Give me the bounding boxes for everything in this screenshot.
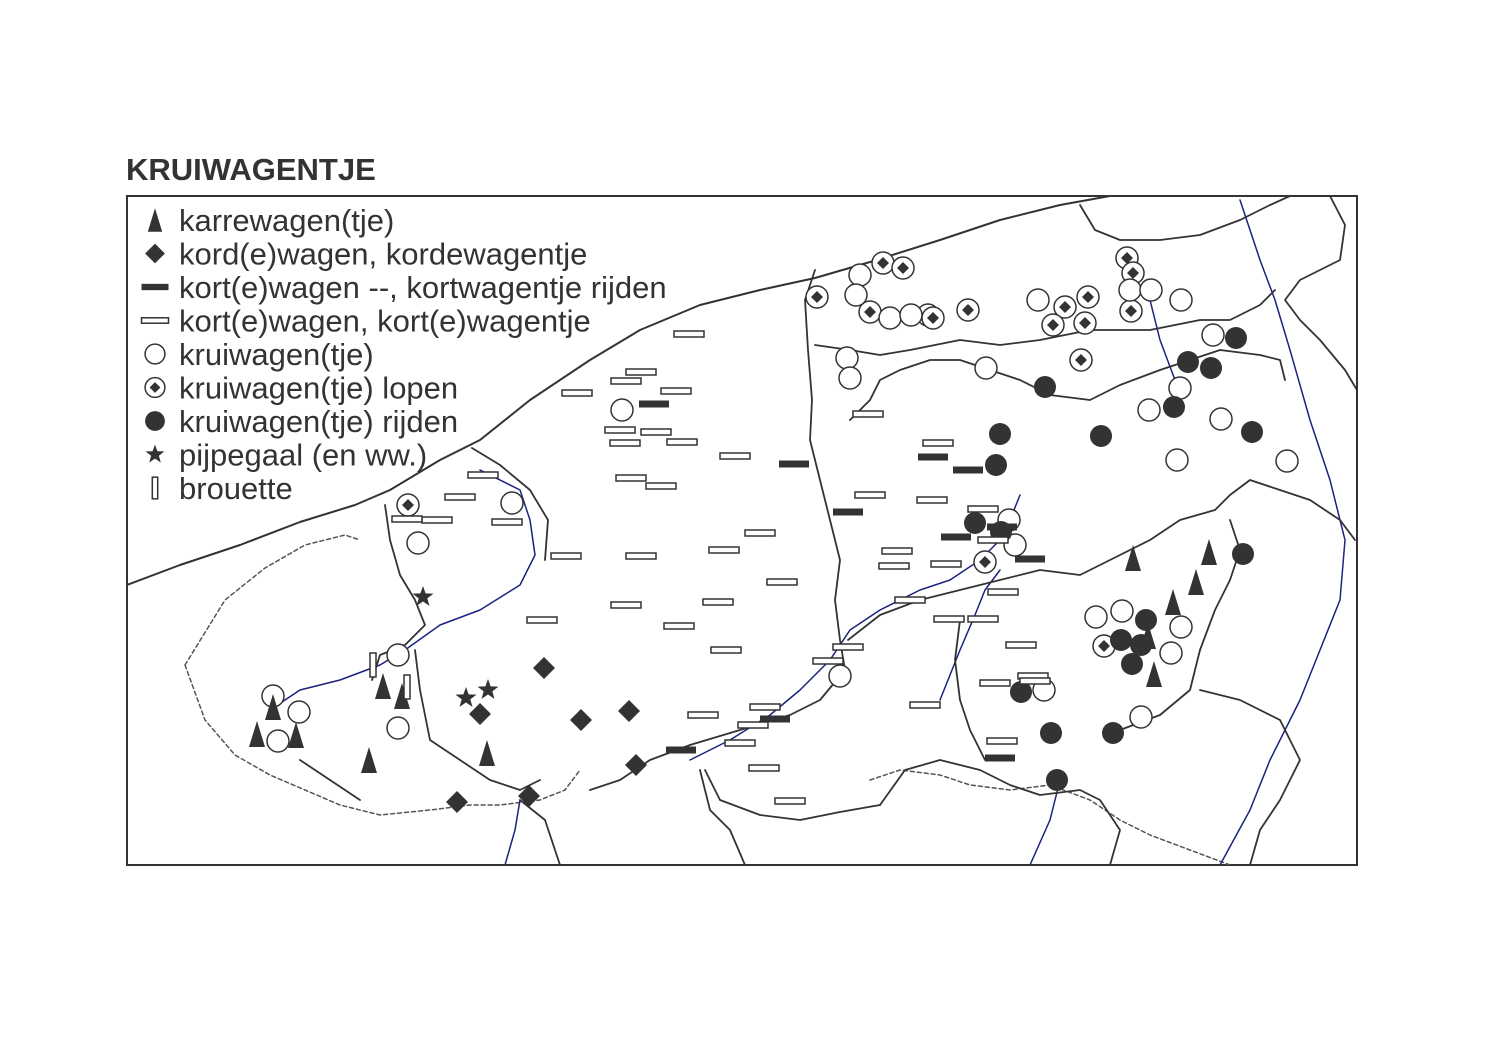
map-symbol-bar-open [968,616,998,622]
map-symbol-bar-open [674,331,704,337]
map-symbol-bar-open [978,537,1008,543]
map-symbol-bar-open [688,712,718,718]
legend-symbol-bar-open [142,318,169,323]
map-symbol-circle-filled [1225,327,1247,349]
map-symbol-circle-open [501,492,523,514]
map-symbol-bar-open [750,704,780,710]
map-symbol-circle-filled [1034,376,1056,398]
map-symbol-bar-open [749,765,779,771]
map-symbol-circle-open [1140,279,1162,301]
map-symbol-circle-filled [989,423,1011,445]
legend-label: kort(e)wagen, kort(e)wagentje [179,303,591,339]
map-symbol-circle-dot [892,257,914,279]
legend-label: kort(e)wagen --, kortwagentje rijden [179,270,667,305]
map-symbol-circle-open [836,347,858,369]
map-symbol-bar-open [616,475,646,481]
legend-symbol-circle-open [145,344,165,364]
map-symbol-bar-open [626,553,656,559]
map-symbol-circle-filled [1110,629,1132,651]
legend-label: kruiwagen(tje) rijden [179,404,459,439]
map-symbol-bar-open [987,738,1017,744]
legend-label: brouette [179,471,293,506]
map-symbol-circle-filled [1200,357,1222,379]
legend-symbol-bar-filled [142,284,169,290]
map-symbol-bar-open [422,517,452,523]
map-symbol-bar-open [667,439,697,445]
map-symbol-bar-open [879,563,909,569]
map-symbol-circle-open [1170,289,1192,311]
map-symbol-circle-open [267,730,289,752]
map-symbol-circle-dot [974,551,996,573]
map-symbol-circle-open [288,701,310,723]
map-symbol-bar-open [980,680,1010,686]
map-symbol-circle-open [1085,606,1107,628]
map-symbol-circle-open [1210,408,1232,430]
legend-symbol-bar-vertical [152,477,157,499]
map-symbol-bar-open [611,602,641,608]
map-symbol-bar-open [664,623,694,629]
map-symbol-circle-dot [1077,286,1099,308]
map-symbol-bar-open [833,644,863,650]
map-symbol-bar-open [646,483,676,489]
map-symbol-bar-open [931,561,961,567]
legend-symbol-circle-filled [145,411,165,431]
map-symbol-bar-open [917,497,947,503]
map-symbol-circle-open [1027,289,1049,311]
map-symbol-bar-open [711,647,741,653]
map-symbol-bar-open [492,519,522,525]
legend-label: kruiwagen(tje) lopen [179,370,459,406]
map-symbol-bar-open [855,492,885,498]
map-symbol-bar-filled [779,461,809,468]
map-symbol-circle-open [1166,449,1188,471]
map-symbol-circle-filled [1241,421,1263,443]
legend-label: kruiwagen(tje) [179,337,374,372]
map-symbol-circle-open [1130,706,1152,728]
map-symbol-circle-dot [957,299,979,321]
map-symbol-bar-open [738,722,768,728]
map-symbol-bar-open [988,589,1018,595]
legend-symbol-circle-dot [145,378,165,398]
map-symbol-circle-open [1169,377,1191,399]
map-symbol-circle-open [387,717,409,739]
map-symbol-bar-open [445,494,475,500]
map-symbol-bar-filled [985,755,1015,762]
map-symbol-circle-open [1202,324,1224,346]
map-symbol-bar-vertical [404,675,410,699]
map-symbol-circle-open [839,367,861,389]
map-symbol-bar-open [626,369,656,375]
map-symbol-circle-open [879,307,901,329]
map-symbol-bar-open [813,658,843,664]
map-symbol-circle-dot [1120,300,1142,322]
map-symbol-circle-open [849,264,871,286]
map-symbol-circle-filled [1163,396,1185,418]
map-symbol-bar-filled [953,467,983,474]
map-symbol-bar-open [392,516,422,522]
map-title: KRUIWAGENTJE [126,152,376,187]
map-symbol-circle-open [845,284,867,306]
map-symbol-circle-open [1111,600,1133,622]
map-symbol-bar-open [468,472,498,478]
map-symbol-bar-open [745,530,775,536]
map-symbol-circle-open [900,304,922,326]
map-symbol-circle-filled [1046,769,1068,791]
map-symbol-bar-open [853,411,883,417]
map-symbol-circle-open [1138,399,1160,421]
map-symbol-bar-open [910,702,940,708]
map-symbol-circle-filled [1090,425,1112,447]
map-symbol-bar-open [882,548,912,554]
map-symbol-bar-filled [639,401,669,408]
map-symbol-circle-dot [806,286,828,308]
map-symbol-circle-open [1160,642,1182,664]
map-symbol-circle-dot [1070,349,1092,371]
legend-label: pijpegaal (en ww.) [179,437,428,473]
map-symbol-bar-filled [941,534,971,541]
map-symbol-bar-open [562,390,592,396]
map-symbol-bar-open [605,427,635,433]
map-symbol-circle-filled [985,454,1007,476]
map-symbol-bar-open [895,597,925,603]
map-symbol-circle-open [975,357,997,379]
map-symbol-circle-filled [1232,543,1254,565]
map-symbol-circle-open [1119,279,1141,301]
map-symbol-circle-filled [1040,722,1062,744]
map-symbol-circle-dot [397,494,419,516]
map-symbol-circle-open [387,644,409,666]
map-symbol-bar-open [527,617,557,623]
map-symbol-circle-filled [1177,351,1199,373]
map-symbol-circle-filled [1135,609,1157,631]
map-symbol-circle-open [829,665,851,687]
map-symbol-circle-dot [872,252,894,274]
map-symbol-bar-open [1006,642,1036,648]
legend-label: karrewagen(tje) [179,203,395,238]
map-symbol-bar-open [968,506,998,512]
map-symbol-circle-open [611,399,633,421]
map-symbol-bar-open [709,547,739,553]
map-symbol-bar-open [661,388,691,394]
map-symbol-circle-dot [1074,312,1096,334]
map-symbol-bar-open [934,616,964,622]
map-symbol-circle-filled [1121,653,1143,675]
map-symbol-bar-filled [987,524,1017,531]
legend-label: kord(e)wagen, kordewagentje [179,236,588,272]
map-symbol-bar-vertical [370,653,376,677]
map-symbol-bar-filled [666,747,696,754]
map-symbol-bar-filled [918,454,948,461]
map-symbol-bar-filled [833,509,863,516]
map-symbol-bar-open [775,798,805,804]
map-symbol-bar-open [767,579,797,585]
map-symbol-circle-open [407,532,429,554]
map-symbol-bar-open [610,440,640,446]
map-symbol-bar-open [703,599,733,605]
map-symbol-circle-open [1276,450,1298,472]
map-symbol-bar-open [725,740,755,746]
map-symbol-bar-open [923,440,953,446]
map-symbol-circle-dot [922,307,944,329]
map-symbol-circle-filled [1102,722,1124,744]
map-symbol-bar-open [1020,678,1050,684]
map-symbol-bar-open [720,453,750,459]
map-symbol-circle-dot [1042,314,1064,336]
map-symbol-bar-filled [1015,556,1045,563]
map-symbol-bar-open [641,429,671,435]
map-symbol-bar-open [551,553,581,559]
map-symbol-bar-open [611,378,641,384]
map-symbol-circle-open [1170,616,1192,638]
map-symbol-circle-filled [964,512,986,534]
